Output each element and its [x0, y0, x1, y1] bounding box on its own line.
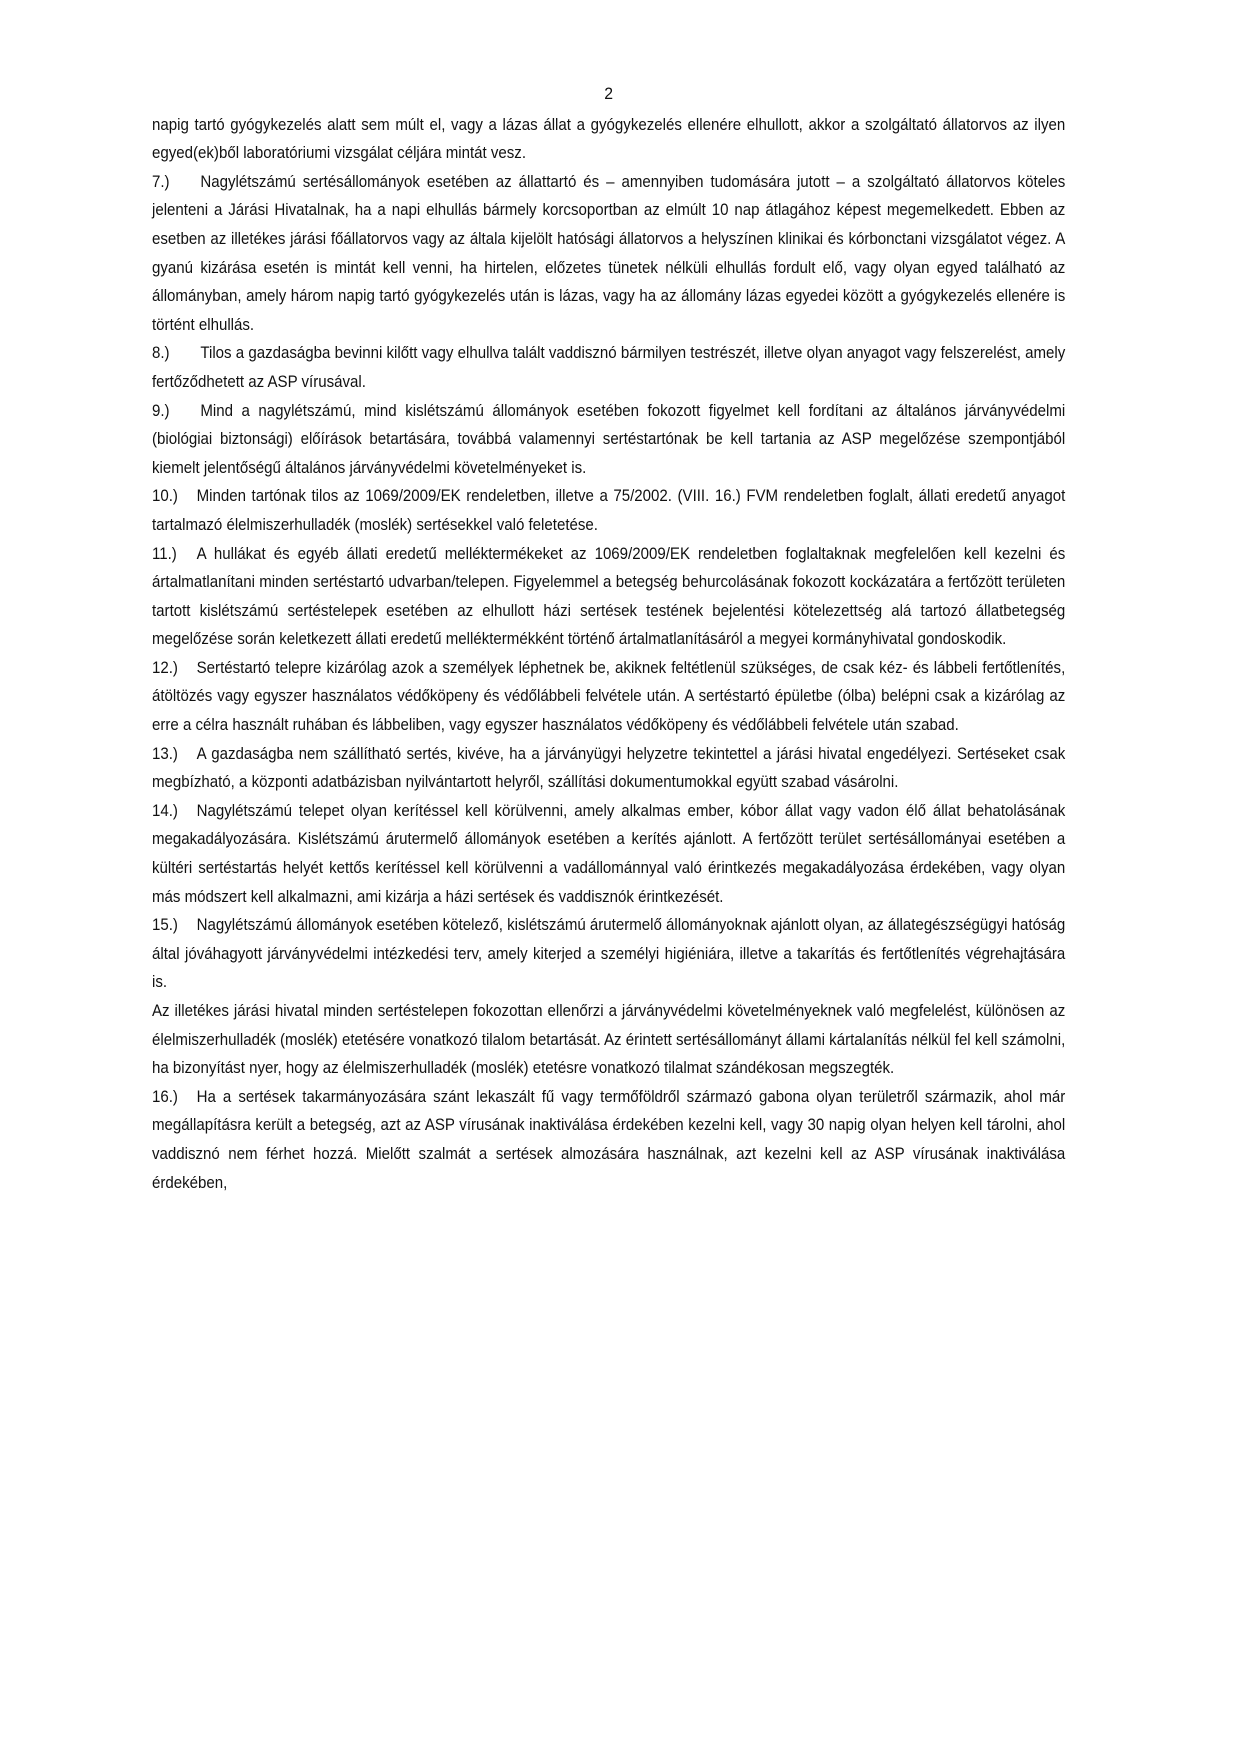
document-page [152, 80, 1065, 1197]
paragraph [152, 997, 1065, 1083]
paragraph-text: Nagylétszámú állományok esetében kötelező, kislétszámú árutermelő állományoknak ajánlott olyan, az állategészségügyi hatóság által jóváhagyott járványvédelmi intézkedési terv, amely kiterjed a személyi higiéniára, illetve a takarítás és fertőtlenítés végrehajtására is. [152, 916, 1066, 992]
numbered-paragraph [152, 540, 1065, 654]
paragraph-text: Nagylétszámú telepet olyan kerítéssel kell körülvenni, amely alkalmas ember, kóbor állat vagy vadon élő állat behatolásának megakadályozására. Kislétszámú árutermelő állományok esetében a kerítés ajánlott. A fertőzött terület sertésállományai esetében a kültéri sertéstartás helyét kettős kerítéssel kell körülvenni a vadállománnyal való érintkezés megakadályozása érdekében, vagy olyan más módszert kell alkalmazni, ami kizárja a házi sertések és vaddisznók érintkezését. [152, 801, 1066, 906]
paragraph [152, 111, 1065, 168]
paragraph-number: 10.) [152, 487, 178, 506]
paragraph-number: 13.) [152, 744, 178, 763]
paragraph-text: napig tartó gyógykezelés alatt sem múlt el, vagy a lázas állat a gyógykezelés ellenére elhullott, akkor a szolgáltató állatorvos az ilyen egyed(ek)ből laboratóriumi vizsgálat céljára mintát vesz. [152, 115, 1066, 163]
numbered-paragraph [152, 1083, 1065, 1197]
numbered-paragraph [152, 397, 1065, 483]
paragraph-text: Mind a nagylétszámú, mind kislétszámú állományok esetében fokozott figyelmet kell fordítani az általános járványvédelmi (biológiai biztonsági) előírások betartására, továbbá valamennyi sertéstartónak be kell tartania az ASP megelőzése szempontjából kiemelt jelentőségű általános járványvédelmi követelményeket is. [152, 401, 1066, 477]
paragraph-text: Tilos a gazdaságba bevinni kilőtt vagy elhullva talált vaddisznó bármilyen testrészét, illetve olyan anyagot vagy felszerelést, amely fertőződhetett az ASP vírusával. [152, 344, 1066, 391]
paragraph-text: Minden tartónak tilos az 1069/2009/EK rendeletben, illetve a 75/2002. (VIII. 16.) FVM rendeletben foglalt, állati eredetű anyagot tartalmazó élelmiszerhulladék (moslék) sertésekkel való feletetése. [152, 487, 1066, 534]
numbered-paragraph [152, 911, 1065, 997]
numbered-paragraph [152, 482, 1065, 539]
numbered-paragraph [152, 740, 1065, 797]
paragraph-text: Az illetékes járási hivatal minden sertéstelepen fokozottan ellenőrzi a járványvédelmi követelményeknek való megfelelést, különösen az élelmiszerhulladék (moslék) etetésére vonatkozó tilalom betartását. Az érintett sertésállományt állami kártalanítás nélkül fel kell számolni, ha bizonyítást nyer, hogy az élelmiszerhulladék (moslék) etetésre vonatkozó tilalmat szándékosan megszegték. [152, 1002, 1066, 1078]
paragraph-number: 11.) [152, 544, 177, 563]
numbered-paragraph [152, 339, 1065, 396]
paragraph-number: 7.) [152, 172, 170, 191]
paragraph-text: Nagylétszámú sertésállományok esetében az állattartó és – amennyiben tudomására jutott – a szolgáltató állatorvos köteles jelenteni a Járási Hivatalnak, ha a napi elhullás bármely korcsoportban az elmúlt 10 nap átlagához képest megemelkedett. Ebben az esetben az illetékes járási főállatorvos vagy az általa kijelölt hatósági állatorvos a helyszínen klinikai és kórbonctani vizsgálatot végez. A gyanú kizárása esetén is mintát kell venni, ha hirtelen, előzetes tünetek nélküli elhullás fordult elő, vagy olyan egyed található az állományban, amely három napig tartó gyógykezelés után is lázas, vagy ha az állomány lázas egyedei között a gyógykezelés ellenére is történt elhullás. [152, 172, 1066, 334]
numbered-paragraph [152, 168, 1065, 340]
numbered-paragraph [152, 654, 1065, 740]
paragraph-number: 14.) [152, 801, 178, 820]
paragraph-number: 12.) [152, 658, 178, 677]
document-body [152, 111, 1065, 1198]
paragraph-text: A gazdaságba nem szállítható sertés, kivéve, ha a járványügyi helyzetre tekintettel a járási hivatal engedélyezi. Sertéseket csak megbízható, a központi adatbázisban nyilvántartott helyről, szállítási dokumentumokkal együtt szabad vásárolni. [152, 744, 1066, 792]
paragraph-number: 8.) [152, 344, 170, 363]
paragraph-text: Sertéstartó telepre kizárólag azok a személyek léphetnek be, akiknek feltétlenül szükséges, de csak kéz- és lábbeli fertőtlenítés, átöltözés vagy egyszer használatos védőköpeny és védőlábbeli felvétele után. A sertéstartó épületbe (ólba) belépni csak a kizárólag az erre a célra használt ruhában és lábbeliben, vagy egyszer használatos védőköpeny és védőlábbeli felvétele után szabad. [152, 658, 1066, 735]
paragraph-number: 9.) [152, 401, 170, 420]
paragraph-number: 15.) [152, 916, 178, 935]
page-number: 2 [604, 84, 614, 103]
numbered-paragraph [152, 797, 1065, 911]
paragraph-number: 16.) [152, 1087, 178, 1106]
paragraph-text: Ha a sertések takarmányozására szánt lekaszált fű vagy termőföldről származó gabona olyan területről származik, ahol már megállapításra került a betegség, azt az ASP vírusának inaktiválása érdekében kezelni kell, vagy 30 napig olyan helyen kell tárolni, ahol vaddisznó nem férhet hozzá. Mielőtt szalmát a sertések almozására használnak, azt kezelni kell az ASP vírusának inaktiválása érdekében, [152, 1087, 1066, 1192]
paragraph-text: A hullákat és egyéb állati eredetű melléktermékeket az 1069/2009/EK rendeletben foglaltaknak megfelelően kell kezelni és ártalmatlanítani minden sertéstartó udvarban/telepen. Figyelemmel a betegség behurcolásának fokozott kockázatára a fertőzött területen tartott kislétszámú sertéstelepek esetében az elhullott házi sertések testének bejelentési kötelezettség alá tartozó állatbetegség megelőzése során keletkezett állati eredetű melléktermékként történő ártalmatlanításáról a megyei kormányhivatal gondoskodik. [152, 544, 1066, 649]
